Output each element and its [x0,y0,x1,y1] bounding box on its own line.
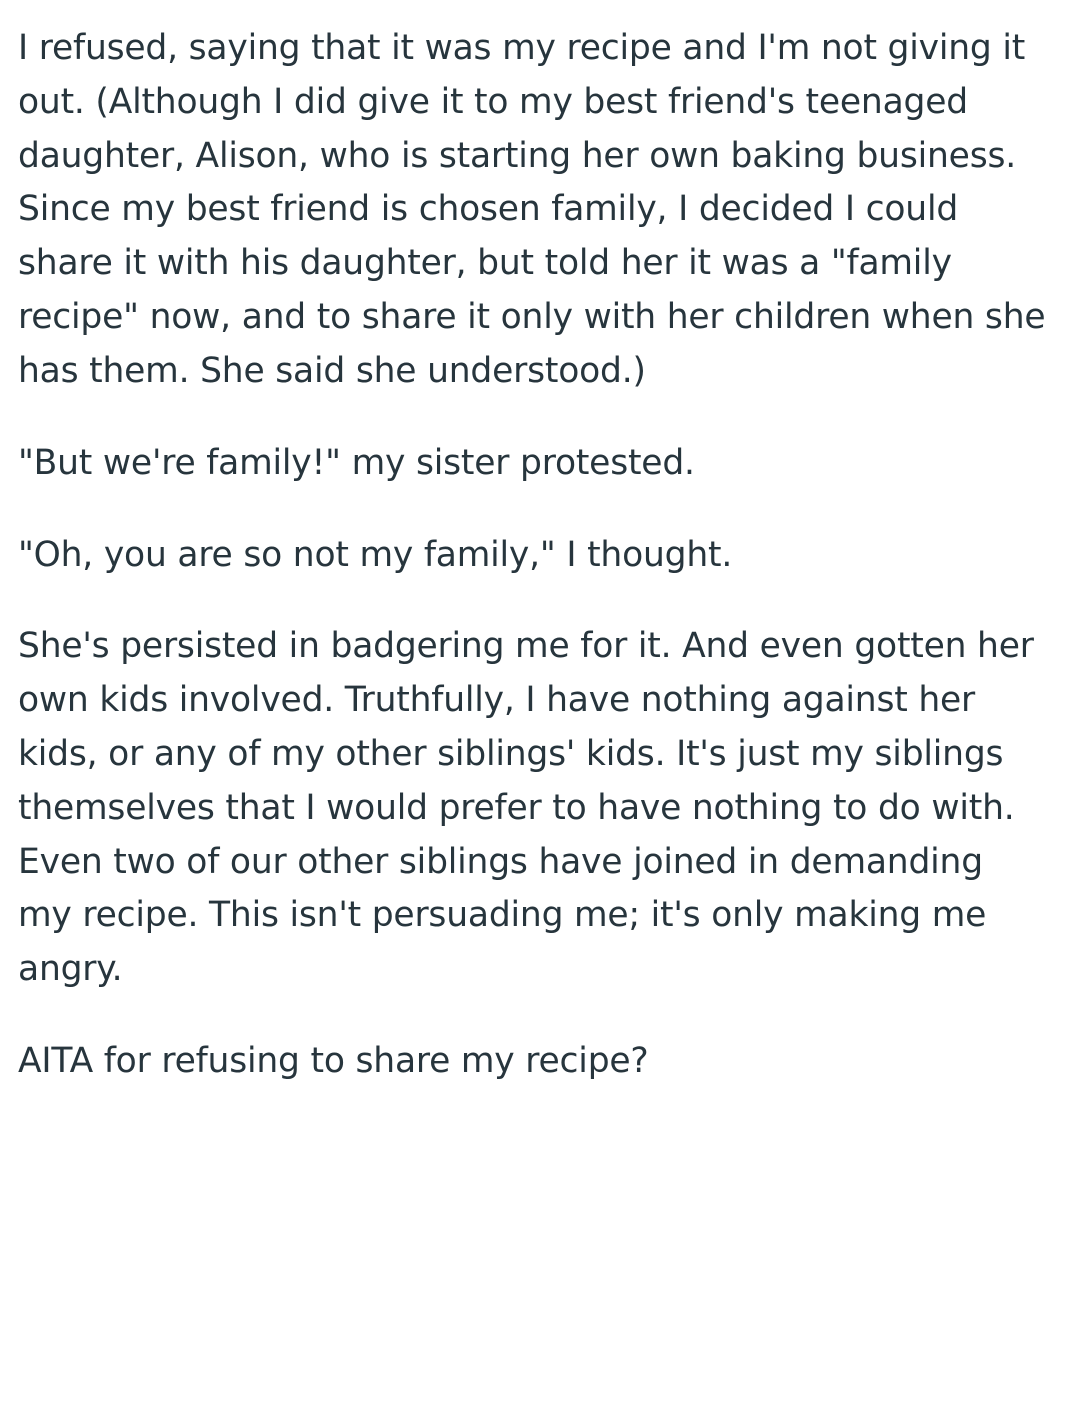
post-paragraph-5: AITA for refusing to share my recipe? [18,1041,649,1081]
post-paragraph-2: "But we're family!" my sister protested. [18,442,695,483]
post-body [18,22,1046,1089]
post-paragraph-1: I refused, saying that it was my recipe and I'm not giving it out. (Although I did give it to my best friend's teenaged daughter, Alison, who is starting her own baking business. Since my best friend is chosen family, I decided I could share it with his daughter, but told her it was a "family recipe" now, and to share it only with her children when she has them. She said she understood.) [18,28,1046,391]
post-paragraph-4: She's persisted in badgering me for it. And even gotten her own kids involved. Truthfully, I have nothing against her kids, or any of my other siblings' kids. It's just my siblings themselves that I would prefer to have nothing to do with. Even two of our other siblings have joined in demanding my recipe. This isn't persuading me; it's only making me angry. [18,626,1034,990]
post-paragraph-3: "Oh, you are so not my family," I thought. [18,534,733,575]
